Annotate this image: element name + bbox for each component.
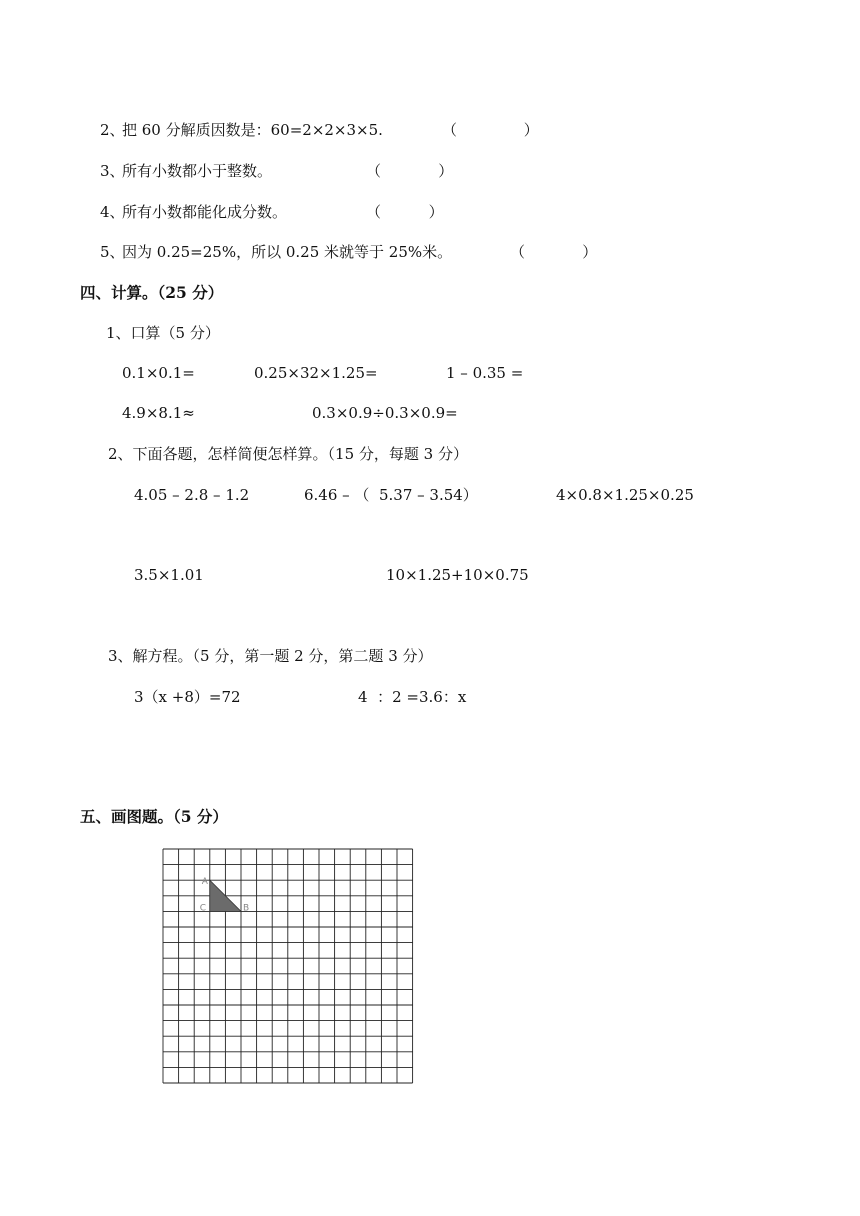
item-5-text: 因为 0.25=25%，所以 0.25 米就等于 25%米。: [122, 243, 453, 261]
item-4-text: 所有小数都能化成分数。: [122, 203, 288, 221]
simplify-problem: 10×1.25+10×0.75: [386, 566, 529, 584]
equation-title: 3、解方程。（5 分，第一题 2 分，第二题 3 分）: [108, 647, 433, 665]
point-a-label: A: [201, 877, 208, 888]
point-c-label: C: [199, 903, 207, 914]
simplify-problem: 4×0.8×1.25×0.25: [556, 486, 694, 504]
item-4-answer-blank[interactable]: （ ）: [366, 203, 444, 221]
section-5-heading: 五、画图题。（5 分）: [80, 807, 228, 826]
item-5-number: 5、: [100, 243, 125, 261]
simplify-problem: 4.05 – 2.8 – 1.2: [134, 486, 250, 504]
section-4-heading: 四、计算。（25 分）: [80, 283, 224, 302]
drawing-grid[interactable]: [162, 848, 418, 1084]
item-3-number: 3、: [100, 162, 125, 180]
equation-problem: 4 ：2 =3.6：x: [358, 688, 467, 706]
mental-math-problem: 0.25×32×1.25=: [254, 364, 378, 382]
mental-math-problem: 0.3×0.9÷0.3×0.9=: [312, 404, 458, 422]
point-b-label: B: [243, 903, 250, 914]
grid-lines: [163, 849, 413, 1083]
item-2-answer-blank[interactable]: （ ）: [442, 121, 539, 139]
mental-math-problem: 1 – 0.35 =: [446, 364, 524, 382]
simplify-problem: 6.46 – （ 5.37 – 3.54）: [304, 486, 478, 504]
item-2-number: 2、: [100, 121, 125, 139]
item-4-number: 4、: [100, 203, 125, 221]
item-2-text: 把 60 分解质因数是：60=2×2×3×5.: [122, 121, 383, 139]
item-3-text: 所有小数都小于整数。: [122, 162, 273, 180]
mental-math-problem: 4.9×8.1≈: [122, 404, 195, 422]
equation-problem: 3（x +8）=72: [134, 688, 241, 706]
item-5-answer-blank[interactable]: （ ）: [510, 243, 598, 261]
mental-math-title: 1、口算（5 分）: [106, 324, 220, 342]
item-3-answer-blank[interactable]: （ ）: [366, 162, 454, 180]
simplify-title: 2、下面各题，怎样简便怎样算。（15 分，每题 3 分）: [108, 445, 468, 463]
mental-math-problem: 0.1×0.1=: [122, 364, 195, 382]
simplify-problem: 3.5×1.01: [134, 566, 204, 584]
